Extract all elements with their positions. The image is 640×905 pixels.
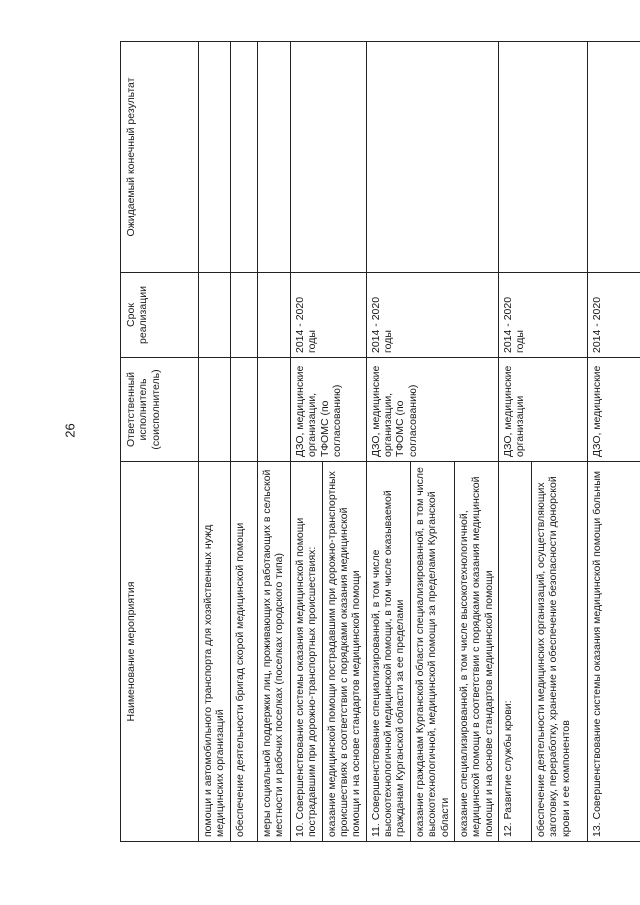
cell-name: 12. Развитие службы крови: [499, 462, 532, 842]
cell-name: 13. Совершенствование системы оказания медицинской помощи больным [588, 462, 640, 842]
table-row [366, 42, 410, 842]
header-term: Срок реализации [121, 273, 199, 358]
table-row [230, 42, 257, 842]
cell-term [230, 273, 257, 358]
cell-name: 11. Совершенствование специализированной, в том числе высокотехнологичной медицинской помощи, в том числе оказываемой гражданам Курганской области за ее пределами [366, 462, 410, 842]
table-row [588, 42, 640, 842]
cell-responsible: ДЗО, медицинские организации [499, 358, 588, 462]
cell-result [257, 42, 290, 273]
cell-name: обеспечение деятельности медицинских организаций, осуществляющих заготовку, переработку, хранение и обеспечение безопасности донорской крови и ее компонентов [532, 462, 588, 842]
cell-responsible: ДЗО, медицинские организации, ТФОМС (по согласованию) [366, 358, 498, 462]
cell-term: 2014 - 2020 годы [499, 273, 588, 358]
measures-table [120, 41, 640, 842]
table-header-row [121, 42, 199, 842]
cell-term: 2014 - 2020 [588, 273, 640, 358]
table-row [290, 42, 322, 842]
cell-responsible [257, 358, 290, 462]
rotated-table-container [120, 42, 640, 842]
cell-term [257, 273, 290, 358]
cell-result [499, 42, 588, 273]
cell-name: оказание гражданам Курганской области специализированной, в том числе высокотехнологичной, медицинской помощи за пределами Курганской области [410, 462, 454, 842]
cell-result [199, 42, 231, 273]
cell-responsible [230, 358, 257, 462]
cell-term: 2014 - 2020 годы [290, 273, 366, 358]
cell-name: меры социальной поддержки лиц, проживающих и работающих в сельской местности и рабочих поселках (поселках городского типа) [257, 462, 290, 842]
cell-responsible [199, 358, 231, 462]
cell-term [199, 273, 231, 358]
cell-term: 2014 - 2020 годы [366, 273, 498, 358]
cell-name: обеспечение деятельности бригад скорой медицинской помощи [230, 462, 257, 842]
cell-responsible: ДЗО, медицинские организации, ТФОМС (по согласованию) [290, 358, 366, 462]
table-row [199, 42, 231, 842]
cell-responsible: ДЗО, медицинские [588, 358, 640, 462]
page-number: 26 [62, 423, 78, 438]
table-row [257, 42, 290, 842]
cell-name: оказание медицинской помощи пострадавшим при дорожно-транспортных происшествиях в соответствии с порядками оказания медицинской помощи и на основе стандартов медицинской помощи [322, 462, 366, 842]
header-responsible: Ответственный исполнитель (соисполнитель) [121, 358, 199, 462]
cell-name: 10. Совершенствование системы оказания медицинской помощи пострадавшим при дорожно-транспортных происшествиях: [290, 462, 322, 842]
cell-name: оказание специализированной, в том числе высокотехнологичной, медицинской помощи в соответствии с порядками оказания медицинской помощи и на основе стандартов медицинской помощи [454, 462, 498, 842]
cell-result [588, 42, 640, 273]
header-result: Ожидаемый конечный результат [121, 42, 199, 273]
header-name: Наименование мероприятия [121, 462, 199, 842]
cell-name: помощи и автомобильного транспорта для хозяйственных нужд медицинских организаций [199, 462, 231, 842]
cell-result [366, 42, 498, 273]
table-row [499, 42, 532, 842]
cell-result [230, 42, 257, 273]
cell-result [290, 42, 366, 273]
